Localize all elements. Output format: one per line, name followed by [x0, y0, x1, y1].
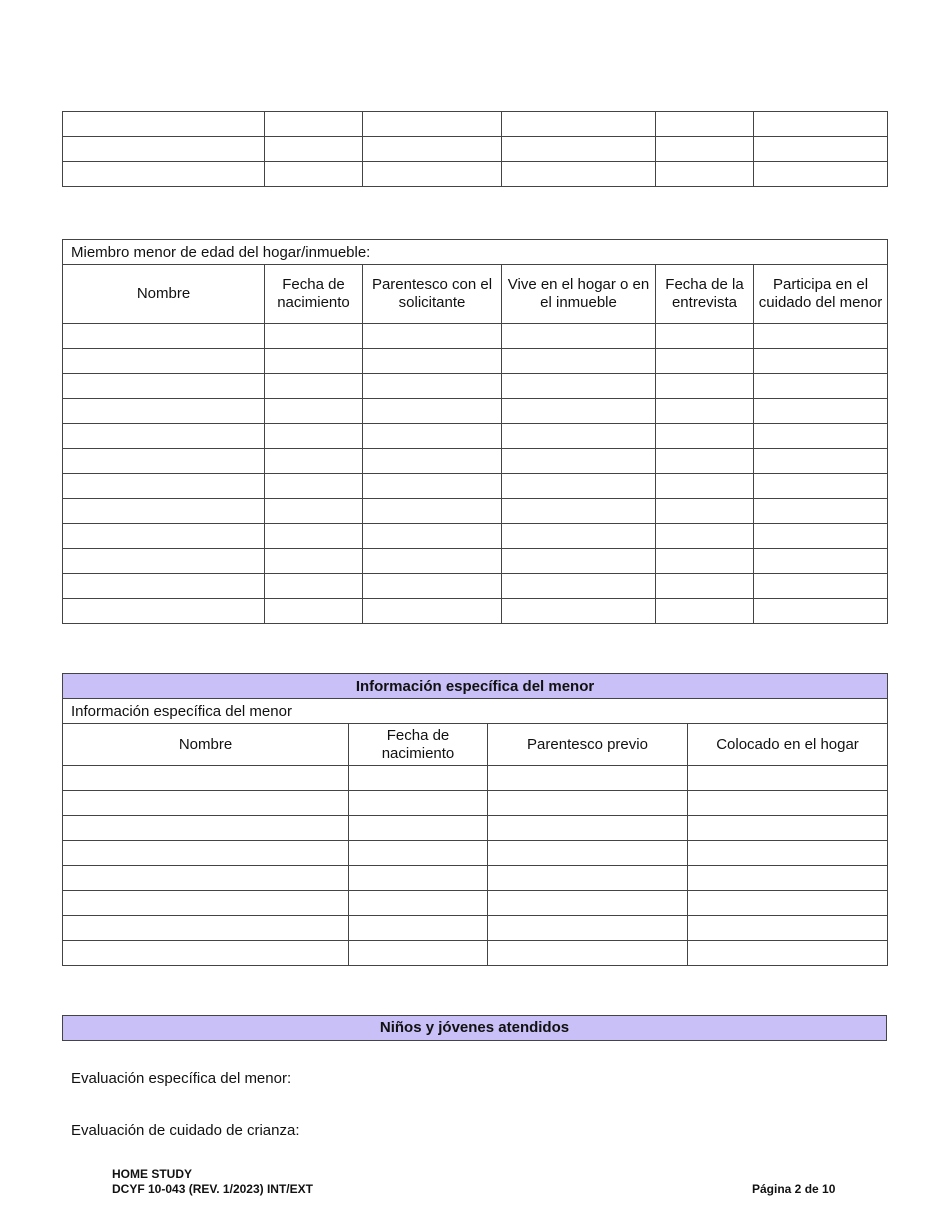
table-cell[interactable] — [63, 424, 265, 449]
table-cell[interactable] — [265, 349, 363, 374]
header-nombre: Nombre — [63, 265, 265, 324]
table-cell[interactable] — [63, 324, 265, 349]
table-cell[interactable] — [656, 399, 754, 424]
table-cell[interactable] — [488, 766, 688, 791]
table-row — [63, 524, 888, 549]
table-cell[interactable] — [265, 112, 363, 137]
table-cell[interactable] — [63, 841, 349, 866]
table-row — [63, 791, 888, 816]
table-cell[interactable] — [754, 424, 888, 449]
table-cell[interactable] — [656, 374, 754, 399]
table-cell[interactable] — [63, 941, 349, 966]
table-cell[interactable] — [656, 349, 754, 374]
table-cell[interactable] — [502, 524, 656, 549]
header-participa-cuidado: Participa en el cuidado del menor — [754, 265, 888, 324]
header-parentesco: Parentesco con el solicitante — [363, 265, 502, 324]
table-row — [63, 374, 888, 399]
table-cell[interactable] — [363, 499, 502, 524]
table-row — [63, 816, 888, 841]
table-cell[interactable] — [754, 349, 888, 374]
table-cell[interactable] — [363, 374, 502, 399]
table-row — [63, 841, 888, 866]
table-cell[interactable] — [265, 137, 363, 162]
table-cell[interactable] — [688, 791, 888, 816]
table-cell[interactable] — [349, 916, 488, 941]
table-cell[interactable] — [488, 916, 688, 941]
table-cell[interactable] — [502, 137, 656, 162]
table-cell[interactable] — [488, 941, 688, 966]
table-cell[interactable] — [502, 112, 656, 137]
table-cell[interactable] — [63, 374, 265, 399]
table-cell[interactable] — [265, 549, 363, 574]
table-cell[interactable] — [265, 374, 363, 399]
table-cell[interactable] — [656, 449, 754, 474]
table-cell[interactable] — [63, 449, 265, 474]
table-cell[interactable] — [488, 791, 688, 816]
table-row — [63, 766, 888, 791]
child-info-caption: Información específica del menor — [63, 699, 888, 724]
table-cell[interactable] — [63, 112, 265, 137]
section-title: Niños y jóvenes atendidos — [62, 1015, 887, 1041]
footer-page-number: Página 2 de 10 — [752, 1182, 836, 1196]
table-cell[interactable] — [363, 399, 502, 424]
table-cell[interactable] — [754, 599, 888, 624]
header-vive-en-hogar: Vive en el hogar o en el inmueble — [502, 265, 656, 324]
table-row — [63, 941, 888, 966]
table-cell[interactable] — [656, 424, 754, 449]
table-cell[interactable] — [265, 162, 363, 187]
table-cell[interactable] — [363, 599, 502, 624]
table-cell[interactable] — [349, 766, 488, 791]
field-evaluacion-menor: Evaluación específica del menor: — [71, 1070, 292, 1087]
table-cell[interactable] — [502, 599, 656, 624]
table-cell[interactable] — [754, 574, 888, 599]
table-cell[interactable] — [363, 549, 502, 574]
table-cell[interactable] — [656, 112, 754, 137]
table-cell[interactable] — [265, 449, 363, 474]
table-cell[interactable] — [688, 941, 888, 966]
table-cell[interactable] — [656, 474, 754, 499]
table-row — [63, 891, 888, 916]
table-cell[interactable] — [754, 524, 888, 549]
table-cell[interactable] — [502, 549, 656, 574]
table-cell[interactable] — [363, 449, 502, 474]
table-cell[interactable] — [349, 941, 488, 966]
table-cell[interactable] — [63, 866, 349, 891]
table-cell[interactable] — [63, 599, 265, 624]
table-cell[interactable] — [502, 374, 656, 399]
household-minor-table — [62, 239, 888, 624]
table-cell[interactable] — [265, 499, 363, 524]
table-cell[interactable] — [63, 499, 265, 524]
field-evaluacion-crianza: Evaluación de cuidado de crianza: — [71, 1122, 300, 1139]
table-row — [63, 424, 888, 449]
table-cell[interactable] — [488, 841, 688, 866]
table-cell[interactable] — [754, 549, 888, 574]
table-cell[interactable] — [754, 449, 888, 474]
top-blank-table — [62, 111, 888, 187]
table-cell[interactable] — [63, 399, 265, 424]
table-row — [63, 112, 888, 137]
header-fecha-nacimiento: Fecha de nacimiento — [349, 724, 488, 766]
header-fecha-entrevista: Fecha de la entrevista — [656, 265, 754, 324]
table-cell[interactable] — [349, 816, 488, 841]
table-cell[interactable] — [63, 137, 265, 162]
table-cell[interactable] — [688, 866, 888, 891]
table-cell[interactable] — [754, 112, 888, 137]
table-row — [63, 162, 888, 187]
table-cell[interactable] — [363, 137, 502, 162]
table-cell[interactable] — [502, 474, 656, 499]
table-row — [63, 349, 888, 374]
table-cell[interactable] — [265, 599, 363, 624]
header-colocado-hogar: Colocado en el hogar — [688, 724, 888, 766]
table-row — [63, 916, 888, 941]
table-cell[interactable] — [688, 916, 888, 941]
table-cell[interactable] — [63, 816, 349, 841]
table-cell[interactable] — [265, 399, 363, 424]
table-cell[interactable] — [502, 449, 656, 474]
table-cell[interactable] — [63, 549, 265, 574]
table-cell[interactable] — [63, 162, 265, 187]
table-row — [63, 866, 888, 891]
table-cell[interactable] — [656, 324, 754, 349]
table-cell[interactable] — [656, 524, 754, 549]
table-cell[interactable] — [688, 841, 888, 866]
table-cell[interactable] — [488, 816, 688, 841]
header-fecha-nacimiento: Fecha de nacimiento — [265, 265, 363, 324]
table-row — [63, 449, 888, 474]
table-cell[interactable] — [63, 791, 349, 816]
table-cell[interactable] — [363, 112, 502, 137]
child-info-title: Información específica del menor — [63, 674, 888, 699]
table-cell[interactable] — [656, 574, 754, 599]
table-cell[interactable] — [502, 399, 656, 424]
header-parentesco-previo: Parentesco previo — [488, 724, 688, 766]
header-nombre: Nombre — [63, 724, 349, 766]
table-cell[interactable] — [754, 474, 888, 499]
table-cell[interactable] — [754, 137, 888, 162]
table-cell[interactable] — [63, 349, 265, 374]
table-cell[interactable] — [63, 891, 349, 916]
table-cell[interactable] — [63, 574, 265, 599]
table-cell[interactable] — [656, 549, 754, 574]
child-info-table — [62, 673, 888, 966]
table-cell[interactable] — [754, 324, 888, 349]
table-cell[interactable] — [502, 349, 656, 374]
table-cell[interactable] — [656, 137, 754, 162]
table-cell[interactable] — [363, 424, 502, 449]
table-cell[interactable] — [63, 766, 349, 791]
table-cell[interactable] — [488, 866, 688, 891]
table-cell[interactable] — [754, 399, 888, 424]
table-cell[interactable] — [363, 474, 502, 499]
footer-form-number: DCYF 10-043 (REV. 1/2023) INT/EXT — [112, 1182, 313, 1196]
table-cell[interactable] — [63, 524, 265, 549]
table-row — [63, 549, 888, 574]
table-row — [63, 324, 888, 349]
table-cell[interactable] — [688, 891, 888, 916]
table-row — [63, 474, 888, 499]
footer-form-id — [112, 1167, 313, 1197]
table-cell[interactable] — [656, 162, 754, 187]
table-cell[interactable] — [363, 524, 502, 549]
table-cell[interactable] — [349, 791, 488, 816]
table-cell[interactable] — [754, 374, 888, 399]
table-cell[interactable] — [363, 574, 502, 599]
table-cell[interactable] — [349, 866, 488, 891]
table-row — [63, 599, 888, 624]
table-cell[interactable] — [265, 424, 363, 449]
table-cell[interactable] — [63, 916, 349, 941]
table-row — [63, 399, 888, 424]
table-cell[interactable] — [349, 841, 488, 866]
table-cell[interactable] — [363, 324, 502, 349]
table-cell[interactable] — [363, 349, 502, 374]
table-cell[interactable] — [656, 599, 754, 624]
table-cell[interactable] — [265, 574, 363, 599]
footer-title: HOME STUDY — [112, 1167, 193, 1181]
table-cell[interactable] — [265, 524, 363, 549]
table-cell[interactable] — [265, 474, 363, 499]
table-cell[interactable] — [488, 891, 688, 916]
table-cell[interactable] — [502, 424, 656, 449]
table-row — [63, 137, 888, 162]
table-cell[interactable] — [502, 574, 656, 599]
table-cell[interactable] — [688, 766, 888, 791]
table-cell[interactable] — [502, 499, 656, 524]
table-cell[interactable] — [502, 162, 656, 187]
table-cell[interactable] — [502, 324, 656, 349]
table-cell[interactable] — [265, 324, 363, 349]
table-row — [63, 574, 888, 599]
table-cell[interactable] — [349, 891, 488, 916]
table-row — [63, 499, 888, 524]
table-cell[interactable] — [63, 474, 265, 499]
table-cell[interactable] — [688, 816, 888, 841]
table-cell[interactable] — [754, 162, 888, 187]
table-cell[interactable] — [656, 499, 754, 524]
household-minor-caption: Miembro menor de edad del hogar/inmueble: — [63, 240, 888, 265]
table-cell[interactable] — [754, 499, 888, 524]
table-cell[interactable] — [363, 162, 502, 187]
